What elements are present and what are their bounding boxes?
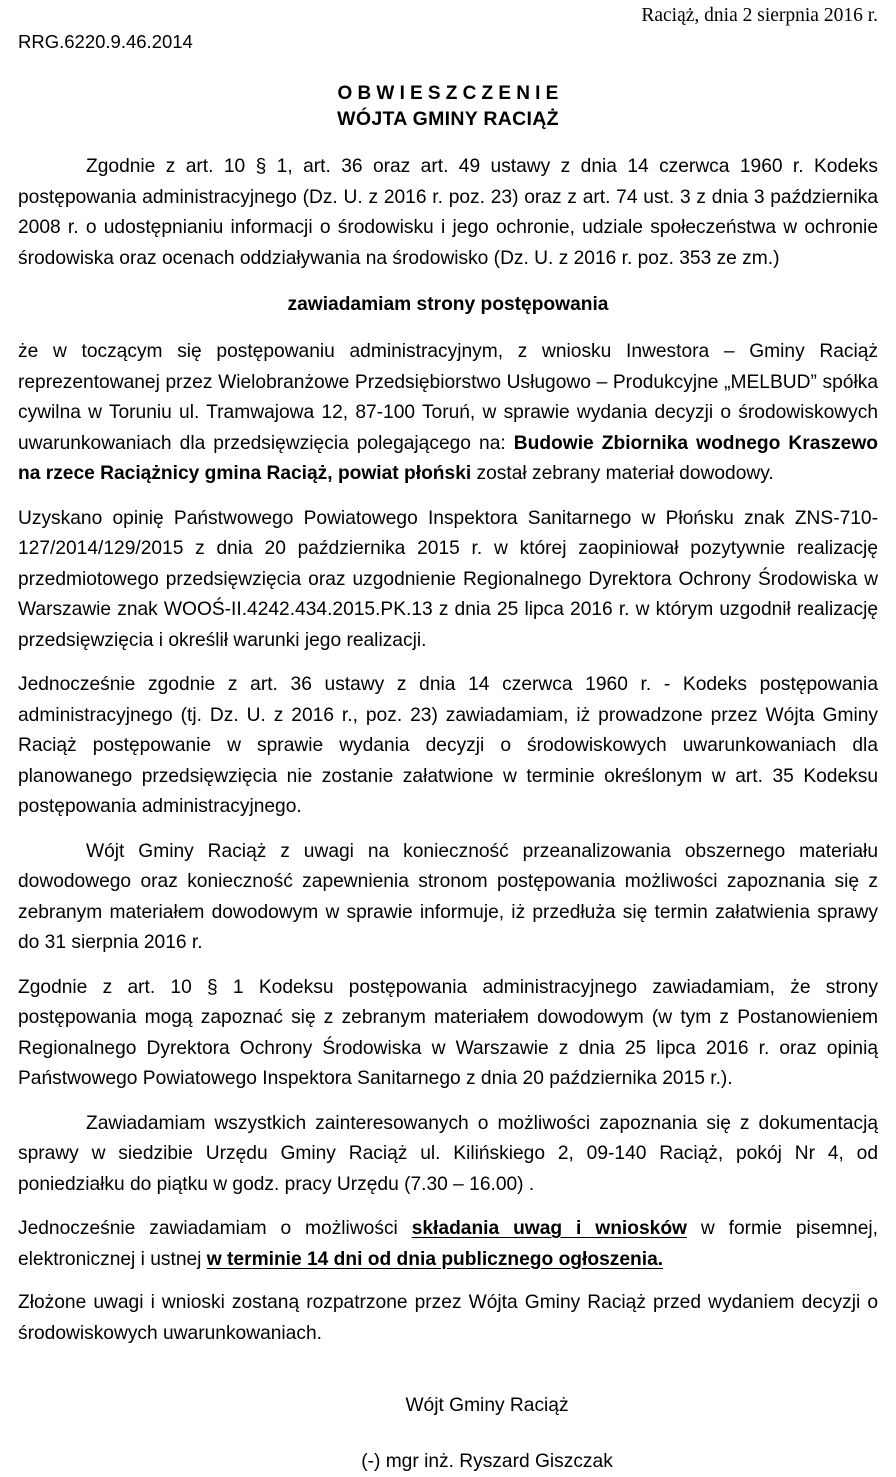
signatory-name: (-) mgr inż. Ryszard Giszczak [361, 1451, 613, 1472]
document-title-main: OBWIESZCZENIE [337, 83, 564, 104]
project-name-emphasis: Budowie Zbiornika wodnego Kraszewo na rzece Raciążnicy gmina Raciąż, powiat płoński [18, 432, 878, 484]
signature-block [0, 1391, 896, 1477]
paragraph-comments-submission [18, 1214, 878, 1275]
paragraph-sanitary-opinion: Uzyskano opinię Państwowego Powiatowego Inspektora Sanitarnego w Płońsku znak ZNS-710-127/2014/129/2015 z dnia 20 października 2015 r. w której zaopiniował pozytywnie realizację przedmiotowego przedsięwzięcia oraz uzgodnienie Regionalnego Dyrektora Ochrony Środowiska w Warszawie znak WOOŚ-II.4242.434.2015.PK.13 z dnia 25 lipca 2016 r. w którym uzgodnił realizację przedsięwzięcia i określił warunki jego realizacji. [18, 507, 878, 651]
declaration-heading: zawiadamiam strony postępowania [287, 294, 609, 315]
document-date: Raciąż, dnia 2 sierpnia 2016 r. [641, 5, 878, 26]
paragraph-investor-text-before: że w toczącym się postępowaniu administracyjnym, z wniosku Inwestora – Gminy Raciąż reprezentowanej przez Wielobranżowe Przedsiębiorstwo Usługowo – Produkcyjne „MELBUD” spółka cywilna w Toruniu ul. Tramwajowa 12, 87-100 Toruń, w sprawie wydania decyzji o środowiskowych uwarunkowaniach dla przedsięwzięcia polegającego na: [18, 341, 878, 454]
comments-text-middle: w formie pisemnej, elektronicznej i ustnej [18, 1218, 878, 1270]
paragraph-deadline-notice: Jednocześnie zgodnie z art. 36 ustawy z dnia 14 czerwca 1960 r. - Kodeks postępowania administracyjnego (tj. Dz. U. z 2016 r., poz. 23) zawiadamiam, iż prowadzone przez Wójta Gminy Raciąż postępowanie w sprawie wydania decyzji o środowiskowych uwarunkowaniach dla planowanego przedsięwzięcia nie zostanie załatwione w terminie określonym w art. 35 Kodeksu postępowania administracyjnego. [18, 674, 878, 817]
comments-emphasis-deadline: w terminie 14 dni od dnia publicznego ogłoszenia. [206, 1248, 664, 1270]
document-title-subtitle: WÓJTA GMINY RACIĄŻ [337, 108, 559, 130]
case-reference-number: RRG.6220.9.46.2014 [18, 31, 193, 52]
comments-emphasis-first: składania uwag i wniosków [411, 1218, 687, 1239]
signatory-title: Wójt Gminy Raciąż [405, 1395, 569, 1416]
paragraph-legal-basis: Zgodnie z art. 10 § 1, art. 36 oraz art. 49 ustawy z dnia 14 czerwca 1960 r. Kodeks postępowania administracyjnego (Dz. U. z 2016 r. poz. 23) oraz z art. 74 ust. 3 z dnia 3 października 2008 r. o udostępnianiu informacji o środowisku i jego ochronie, udziale społeczeństwa w ochronie środowiska oraz ocenach oddziaływania na środowisko (Dz. U. z 2016 r. poz. 353 ze zm.) [18, 156, 878, 269]
document-body [18, 132, 878, 1349]
paragraph-investor-details [18, 337, 878, 490]
paragraph-investor-text-after: został zebrany materiał dowodowy. [471, 463, 774, 484]
paragraph-closing-statement: Złożone uwagi i wnioski zostaną rozpatrzone przez Wójta Gminy Raciąż przed wydaniem decyzji o środowiskowych uwarunkowaniach. [18, 1292, 878, 1344]
paragraph-office-location: Zawiadamiam wszystkich zainteresowanych o możliwości zapoznania się z dokumentacją sprawy w siedzibie Urzędu Gminy Raciąż ul. Kilińskiego 2, 09-140 Raciąż, pokój Nr 4, od poniedziałku do piątku w godz. pracy Urzędu (7.30 – 16.00) . [18, 1112, 878, 1195]
document-title-block [0, 82, 896, 132]
paragraph-access-to-evidence: Zgodnie z art. 10 § 1 Kodeksu postępowania administracyjnego zawiadamiam, że strony postępowania mogą zapoznać się z zebranym materiałem dowodowym (w tym z Postanowieniem Regionalnego Dyrektora Ochrony Środowiska w Warszawie z dnia 25 lipca 2016 r. oraz opinią Państwowego Powiatowego Inspektora Sanitarnego z dnia 20 października 2015 r.). [18, 976, 878, 1089]
comments-text-before: Jednocześnie zawiadamiam o możliwości [18, 1218, 412, 1239]
paragraph-extension-reason: Wójt Gminy Raciąż z uwagi na konieczność przeanalizowania obszernego materiału dowodowego oraz konieczność zapewnienia stronom postępowania możliwości zapoznania się z zebranym materiałem dowodowym w sprawie informuje, iż przedłuża się termin załatwienia sprawy do 31 sierpnia 2016 r. [18, 840, 878, 953]
document-header [0, 0, 896, 62]
